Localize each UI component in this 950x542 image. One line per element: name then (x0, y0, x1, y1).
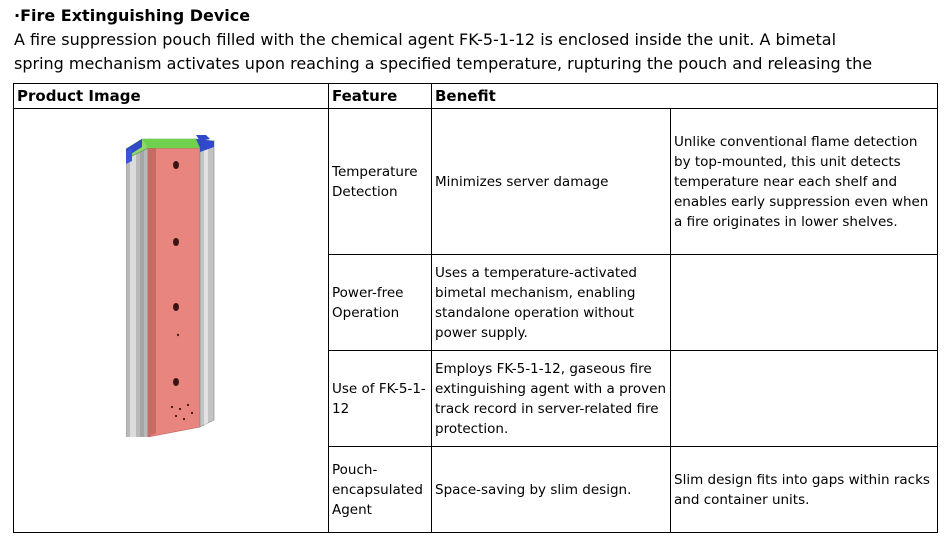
note-cell (671, 351, 938, 447)
intro-line: A fire suppression pouch filled with the chemical agent FK-5-1-12 is enclosed inside the unit. A bimetal (14, 30, 837, 49)
feature-cell: Temperature Detection (329, 109, 432, 255)
benefit-cell: Space-saving by slim design. (432, 447, 671, 533)
table-header-row (14, 84, 938, 109)
note-cell: Unlike conventional flame detection by top-mounted, this unit detects temperature near each shelf and enables early suppression even when a fire originates in lower shelves. (671, 109, 938, 255)
header-benefit: Benefit (432, 84, 938, 109)
feature-cell: Pouch-encapsulated Agent (329, 447, 432, 533)
benefit-cell: Uses a temperature-activated bimetal mechanism, enabling standalone operation without power supply. (432, 255, 671, 351)
feature-cell: Power-free Operation (329, 255, 432, 351)
intro-paragraph (14, 28, 872, 76)
intro-line: spring mechanism activates upon reaching a specified temperature, rupturing the pouch and releasing the (14, 54, 873, 73)
feature-table (13, 83, 938, 533)
product-image-cell (14, 109, 329, 533)
note-cell (671, 255, 938, 351)
feature-cell: Use of FK-5-1-12 (329, 351, 432, 447)
table-row (14, 109, 938, 255)
header-product-image: Product Image (14, 84, 329, 109)
benefit-cell: Minimizes server damage (432, 109, 671, 255)
note-cell: Slim design fits into gaps within racks and container units. (671, 447, 938, 533)
header-feature: Feature (329, 84, 432, 109)
benefit-cell: Employs FK-5-1-12, gaseous fire extinguishing agent with a proven track record in server-related fire protection. (432, 351, 671, 447)
section-title: ·Fire Extinguishing Device (14, 6, 251, 25)
fire-extinguishing-device-image (126, 127, 226, 437)
